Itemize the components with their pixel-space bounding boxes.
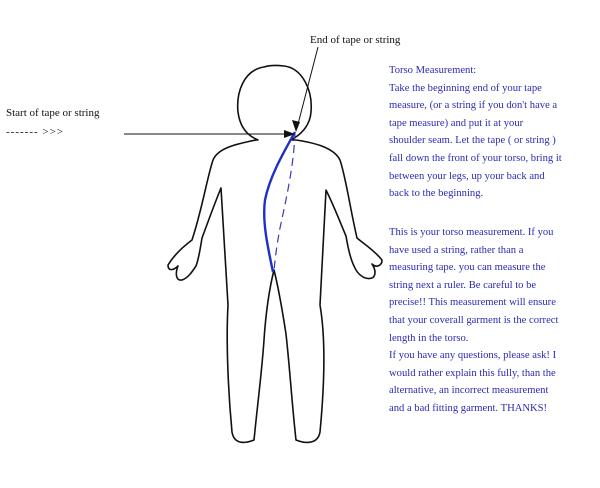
start-of-tape-label: Start of tape or string (6, 107, 100, 119)
end-of-tape-label: End of tape or string (310, 34, 401, 46)
note-line: string next a ruler. Be careful to be (389, 279, 537, 291)
note-line: length in the torso. (389, 332, 469, 344)
note-line: that your coverall garment is the correct (389, 314, 559, 326)
note-line: have used a string, rather than a (389, 244, 524, 256)
start-of-tape-dashes: ------- >>> (6, 126, 65, 138)
note-line: This is your torso measurement. If you (389, 227, 554, 238)
end-arrow-line (297, 47, 318, 128)
end-arrowhead (292, 120, 300, 132)
note-line: alternative, an incorrect measurement (389, 385, 549, 397)
torso-measurement-note (389, 224, 594, 418)
instruction-line: back to the beginning. (389, 188, 484, 200)
body-outline (168, 65, 382, 442)
instruction-line: fall down the front of your torso, bring it (389, 152, 562, 164)
instruction-line: Take the beginning end of your tape (389, 82, 542, 94)
torso-measurement-instructions (389, 62, 594, 203)
note-line: If you have any questions, please ask! I (389, 350, 557, 362)
instruction-line: between your legs, up your back and (389, 170, 545, 182)
note-line: would rather explain this fully, than the (389, 367, 556, 379)
note-line: measuring tape. you can measure the (389, 262, 546, 274)
note-line: precise!! This measurement will ensure (389, 297, 556, 309)
instruction-line: measure, (or a string if you don't have a (389, 100, 558, 112)
tape-front-line (264, 132, 295, 272)
instruction-line: shoulder seam. Let the tape ( or string ) (389, 135, 556, 147)
instruction-line: tape measure) and put it at your (389, 117, 524, 129)
instruction-line: Torso Measurement: (389, 65, 477, 76)
note-line: and a bad fitting garment. THANKS! (389, 402, 548, 414)
